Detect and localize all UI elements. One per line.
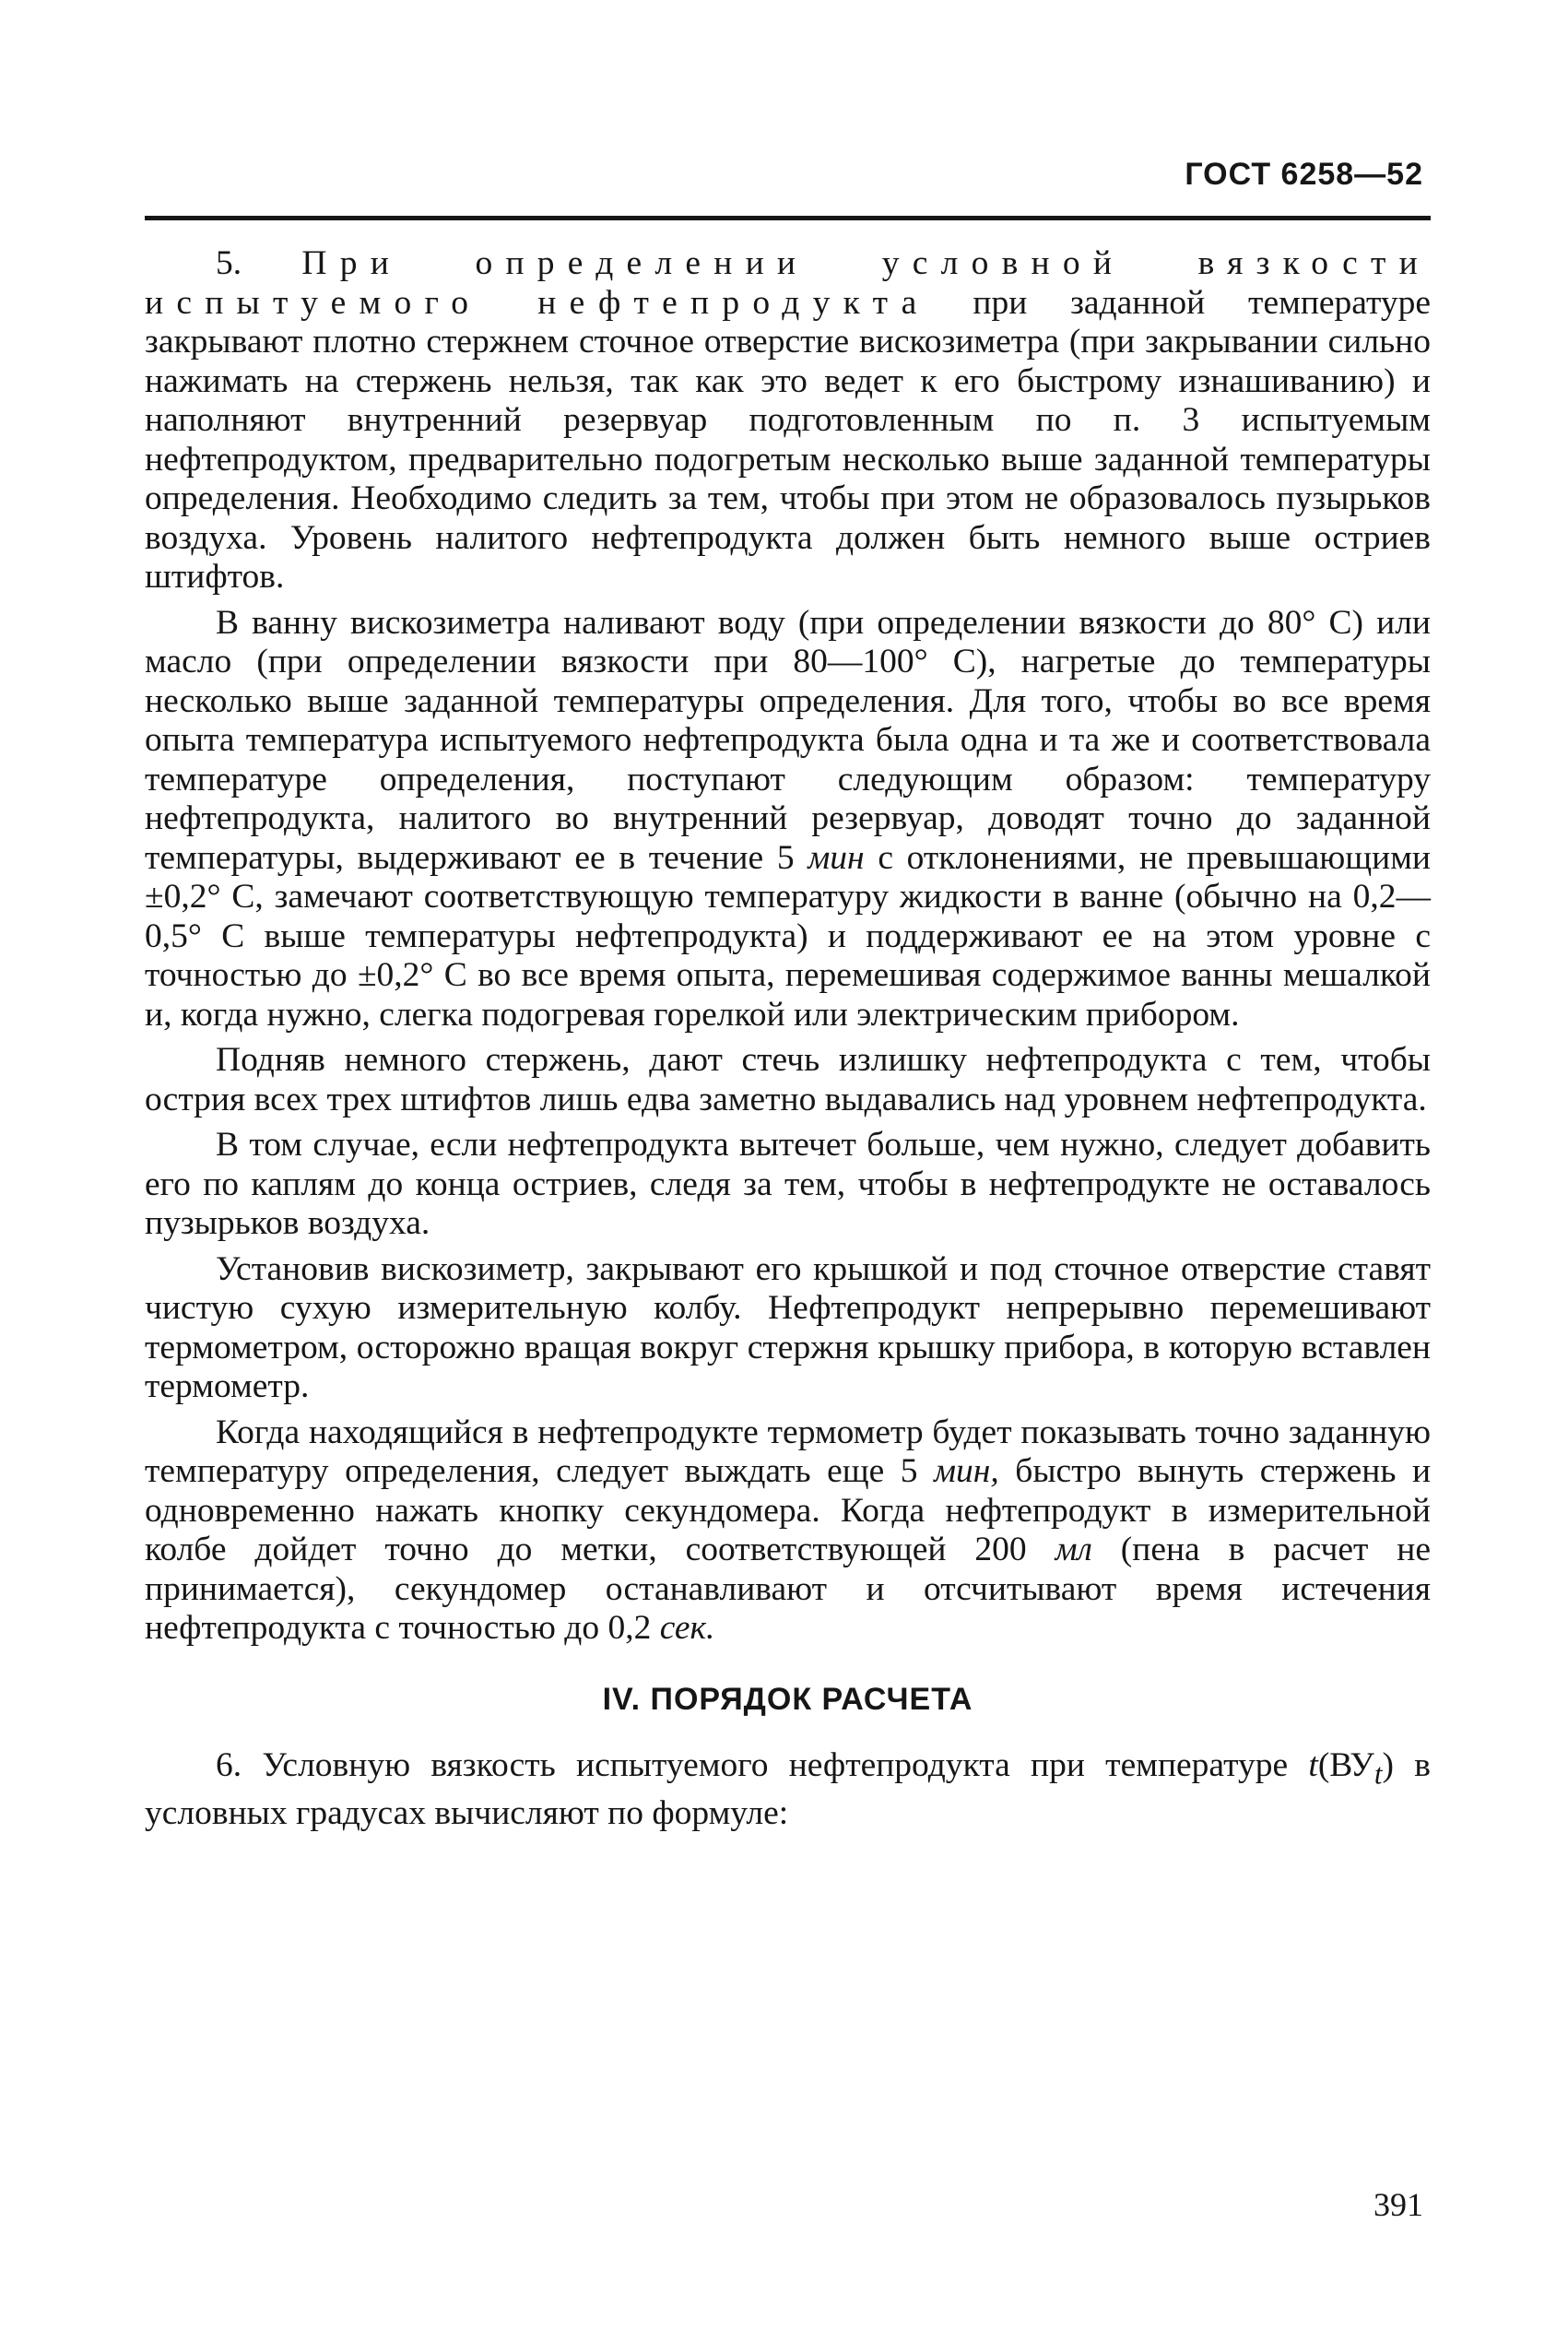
spaced-lead-text: При определении условной вязкости испытуемого нефтепродукта bbox=[145, 244, 1432, 322]
paragraph-6 bbox=[145, 1746, 1431, 1834]
paragraph-number: 5. bbox=[216, 244, 242, 282]
paragraph-excess: В том случае, если нефтепродукта вытечет больше, чем нужно, следует добавить его по каплям до конца остриев, следя за тем, чтобы в нефтепродукте не оставалось пузырьков воздуха. bbox=[145, 1126, 1431, 1242]
page-body bbox=[145, 244, 1431, 1834]
paragraph-text: 6. Условную вязкость испытуемого нефтепродукта при температуре bbox=[216, 1746, 1289, 1784]
standard-header: ГОСТ 6258—52 bbox=[1185, 157, 1423, 192]
formula-notation bbox=[1308, 1746, 1395, 1791]
page-number: 391 bbox=[1373, 2186, 1423, 2223]
paragraph-timing bbox=[145, 1413, 1431, 1649]
unit-minutes: мин, bbox=[934, 1452, 999, 1490]
paragraph-text: быстро вынуть стержень и одновременно нажать кнопку секундомера. Когда нефтепродукт в измерительной колбе дойдет точно до метки, соответствующей 200 bbox=[145, 1452, 1432, 1568]
paragraph-bath bbox=[145, 604, 1431, 1035]
unit-milliliters: мл bbox=[1055, 1531, 1092, 1568]
formula-subscript: t bbox=[1373, 1757, 1383, 1791]
paragraph-text: Когда находящийся в нефтепродукте термометр будет показывать точно заданную температуру определения, следует выждать еще 5 bbox=[145, 1413, 1431, 1490]
unit-minutes: мин bbox=[808, 838, 865, 877]
paragraph-text: в условных градусах вычисляют по формуле: bbox=[145, 1746, 1431, 1832]
header-rule bbox=[145, 216, 1431, 220]
paragraph-text: с отклонениями, не превышающими ±0,2° С, замечают соответствующую температуру жидкости в ванне (обычно на 0,2—0,5° С выше температуры нефтепродукта) и поддерживают ее на этом уровне с точностью до ±0,2° С во все время опыта, перемешивая содержимое ванны мешалкой и, когда нужно, слегка подогревая горелкой или электрическим прибором. bbox=[145, 838, 1432, 1034]
paragraph-rod: Подняв немного стержень, дают стечь излишку нефтепродукта с тем, чтобы острия всех трех штифтов лишь едва заметно выдавались над уровнем нефтепродукта. bbox=[145, 1041, 1431, 1118]
unit-seconds: сек. bbox=[659, 1609, 715, 1647]
formula-close: ) bbox=[1382, 1746, 1395, 1784]
formula-open: (ВУ bbox=[1317, 1746, 1374, 1784]
paragraph-text: при заданной температуре закрывают плотно стержнем сточное отверстие вискозиметра (при закрывании сильно нажимать на стержень нельзя, так как это ведет к его быстрому изнашиванию) и наполняют внутренний резервуар подготовленным по п. 3 испытуемым нефтепродуктом, предварительно подогретым несколько выше заданной температуры определения. Необходимо следить за тем, чтобы при этом не образовалось пузырьков воздуха. Уровень налитого нефтепродукта должен быть немного выше остриев штифтов. bbox=[145, 283, 1431, 596]
paragraph-text: В ванну вискозиметра наливают воду (при определении вязкости до 80° С) или масло (при определении вязкости при 80—100° С), нагретые до температуры несколько выше заданной температуры определения. Для того, чтобы во все время опыта температура испытуемого нефтепродукта была одна и та же и соответствовала температуре определения, поступают следующим образом: температуру нефтепродукта, налитого во внутренний резервуар, доводят точно до заданной температуры, выдерживают ее в течение 5 bbox=[145, 603, 1431, 877]
paragraph-text: (пена в расчет не принимается), секундомер останавливают и отсчитывают время истечения нефтепродукта с точностью до 0,2 bbox=[145, 1531, 1431, 1647]
section-title: IV. ПОРЯДОК РАСЧЕТА bbox=[602, 1681, 973, 1717]
variable-t: t bbox=[1308, 1746, 1318, 1784]
paragraph-install: Установив вискозиметр, закрывают его крышкой и под сточное отверстие ставят чистую сухую измерительную колбу. Нефтепродукт непрерывно перемешивают термометром, осторожно вращая вокруг стержня крышку прибора, в которую вставлен термометр. bbox=[145, 1249, 1431, 1405]
paragraph-5 bbox=[145, 244, 1431, 597]
